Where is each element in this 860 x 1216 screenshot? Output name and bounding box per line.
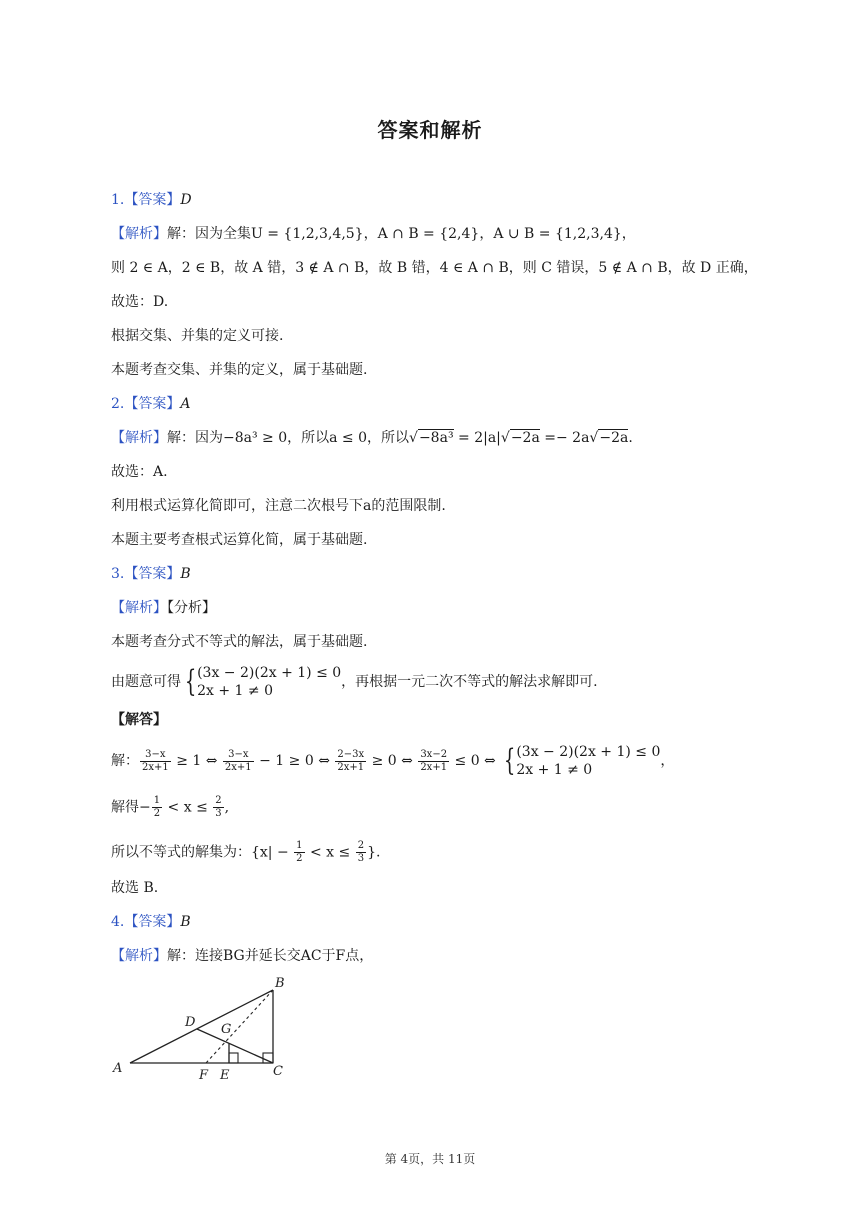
q2-line4: 本题主要考查根式运算化简，属于基础题. bbox=[111, 532, 368, 548]
q3-answer: B bbox=[180, 566, 191, 582]
set-text: < x ≤ bbox=[305, 844, 355, 861]
answer-tag: 【答案】 bbox=[124, 914, 181, 930]
q1-number: 1. bbox=[111, 192, 125, 208]
q3-line2: 本题考查分式不等式的解法，属于基础题. bbox=[111, 634, 368, 650]
q4-answer: B bbox=[180, 914, 191, 930]
label-e: E bbox=[220, 1068, 230, 1083]
label-c: C bbox=[273, 1064, 283, 1079]
fraction bbox=[335, 749, 366, 774]
numerator: 3−x bbox=[223, 749, 254, 762]
page-footer: 第 4页，共 11页 bbox=[384, 1152, 476, 1166]
label-f: F bbox=[199, 1068, 209, 1083]
q4-text: 解：连接BG并延长交AC于F点， bbox=[167, 948, 374, 964]
q2-analysis-line bbox=[111, 428, 633, 448]
brace-icon: { bbox=[504, 743, 516, 778]
analysis-tag: 【解析】 bbox=[111, 430, 167, 446]
q1-line4: 根据交集、并集的定义可接. bbox=[111, 328, 284, 344]
geometry-figure bbox=[105, 972, 305, 1084]
q4-number: 4. bbox=[111, 914, 125, 930]
q2-line2: 故选：A. bbox=[111, 464, 168, 480]
q2-text-a: 解：因为−8a³ ≥ 0，所以a ≤ 0，所以 bbox=[167, 430, 410, 446]
analysis-tag: 【解析】 bbox=[111, 226, 167, 242]
label-d: D bbox=[185, 1015, 196, 1030]
q3-solution-set bbox=[111, 840, 380, 865]
q2-line3: 利用根式运算化简即可，注意二次根号下a的范围限制. bbox=[111, 498, 446, 514]
numerator: 2 bbox=[357, 840, 365, 851]
q2-text-e: =− 2a bbox=[539, 430, 590, 446]
numerator: 1 bbox=[296, 840, 303, 851]
q3-choose: 故选 B. bbox=[111, 880, 159, 896]
q1-analysis-text: 解：因为全集U = {1,2,3,4,5}，A ∩ B = {2,4}，A ∪ B = {1,2,3,4}， bbox=[167, 226, 636, 242]
system-row-1: (3x − 2)(2x + 1) ≤ 0 bbox=[516, 744, 661, 760]
set-text: }. bbox=[367, 844, 381, 861]
solution-text: , bbox=[224, 799, 230, 816]
right-angle-e bbox=[229, 1053, 238, 1063]
denominator: 2x+1 bbox=[224, 761, 252, 773]
numerator: 2 bbox=[215, 795, 222, 806]
jieda-heading: 【解答】 bbox=[111, 712, 167, 728]
q2-radicand-1: −8a³ bbox=[418, 430, 454, 446]
denominator: 2 bbox=[153, 808, 161, 819]
q3-number: 3. bbox=[111, 566, 125, 582]
jie-prefix: 解： bbox=[111, 753, 139, 769]
system-row-1: (3x − 2)(2x + 1) ≤ 0 bbox=[197, 665, 342, 681]
numerator: 3x−2 bbox=[420, 748, 448, 760]
segment-ab bbox=[130, 990, 273, 1063]
answer-tag: 【答案】 bbox=[124, 192, 181, 208]
answer-tag: 【答案】 bbox=[124, 566, 181, 582]
q1-line3: 故选：D. bbox=[111, 294, 169, 310]
denominator: 2x+1 bbox=[337, 761, 365, 773]
step-text: − 1 ≥ 0 ⇔ bbox=[254, 753, 335, 769]
label-b: B bbox=[275, 976, 285, 991]
numerator: 2−3x bbox=[337, 748, 365, 760]
q3-analysis-line bbox=[111, 598, 216, 618]
q3-system-2 bbox=[516, 743, 660, 779]
q2-text-g: . bbox=[628, 430, 633, 446]
denominator: 2x+1 bbox=[420, 761, 448, 773]
end-comma: ， bbox=[660, 753, 675, 769]
dashed-bf bbox=[206, 990, 273, 1063]
q3-system bbox=[197, 664, 341, 700]
step-text: ≥ 0 ⇔ bbox=[367, 753, 418, 769]
q3-solution bbox=[111, 795, 229, 820]
analysis-tag: 【解析】 bbox=[111, 600, 167, 616]
q3-answer-line bbox=[111, 564, 191, 584]
q2-number: 2. bbox=[111, 396, 125, 412]
q3-text-a: 由题意可得 bbox=[111, 674, 181, 690]
system-row-2: 2x + 1 ≠ 0 bbox=[197, 683, 273, 699]
brace-icon: { bbox=[184, 664, 197, 699]
q1-line5: 本题考查交集、并集的定义，属于基础题. bbox=[111, 362, 368, 378]
sqrt-sign: √ bbox=[409, 430, 418, 446]
denominator: 3 bbox=[357, 853, 365, 864]
label-a: A bbox=[113, 1061, 123, 1076]
solution-text: < x ≤ bbox=[163, 799, 213, 816]
denominator: 3 bbox=[215, 808, 222, 819]
step-text: ≤ 0 ⇔ bbox=[450, 753, 501, 769]
label-g: G bbox=[221, 1022, 232, 1037]
fraction bbox=[140, 749, 171, 774]
q3-derivation bbox=[111, 743, 674, 779]
fraction bbox=[418, 749, 449, 774]
q3-line3 bbox=[111, 664, 598, 700]
q2-answer-line bbox=[111, 394, 190, 414]
segment-dc bbox=[197, 1029, 273, 1063]
fenxi-tag: 【分析】 bbox=[167, 600, 216, 616]
q2-answer: A bbox=[180, 396, 191, 412]
q2-radicand-3: −2a bbox=[599, 430, 629, 446]
q4-answer-line bbox=[111, 912, 191, 932]
sqrt-sign: √ bbox=[589, 430, 599, 446]
fraction-two-thirds bbox=[213, 795, 223, 820]
analysis-tag: 【解析】 bbox=[111, 948, 167, 964]
fraction bbox=[223, 749, 254, 774]
q1-line2: 则 2 ∈ A，2 ∈ B，故 A 错，3 ∉ A ∩ B，故 B 错，4 ∈ A ∩ B，则 C 错误，5 ∉ A ∩ B，故 D 正确， bbox=[111, 260, 758, 276]
fraction-two-thirds bbox=[356, 840, 366, 865]
right-angle-c bbox=[263, 1053, 273, 1063]
step-text: ≥ 1 ⇔ bbox=[171, 753, 222, 769]
q4-analysis-line bbox=[111, 946, 373, 966]
page-title: 答案和解析 bbox=[377, 118, 483, 142]
set-text: 所以不等式的解集为：{x| − bbox=[111, 844, 294, 861]
system-row-2: 2x + 1 ≠ 0 bbox=[516, 762, 593, 778]
q1-answer-line bbox=[111, 190, 192, 210]
numerator: 3−x bbox=[140, 749, 171, 762]
q1-analysis-line bbox=[111, 224, 636, 244]
q3-text-b: ，再根据一元二次不等式的解法求解即可. bbox=[341, 674, 598, 690]
numerator: 1 bbox=[153, 795, 161, 806]
solution-text: 解得− bbox=[111, 799, 151, 816]
q2-radicand-2: −2a bbox=[510, 430, 540, 446]
denominator: 2 bbox=[296, 853, 303, 864]
q2-text-c: = 2|a| bbox=[453, 430, 501, 446]
sqrt-sign: √ bbox=[500, 430, 510, 446]
denominator: 2x+1 bbox=[142, 761, 169, 773]
answer-tag: 【答案】 bbox=[124, 396, 181, 412]
q1-answer: D bbox=[180, 192, 192, 208]
fraction-half bbox=[152, 795, 162, 820]
fraction-half bbox=[294, 840, 304, 865]
